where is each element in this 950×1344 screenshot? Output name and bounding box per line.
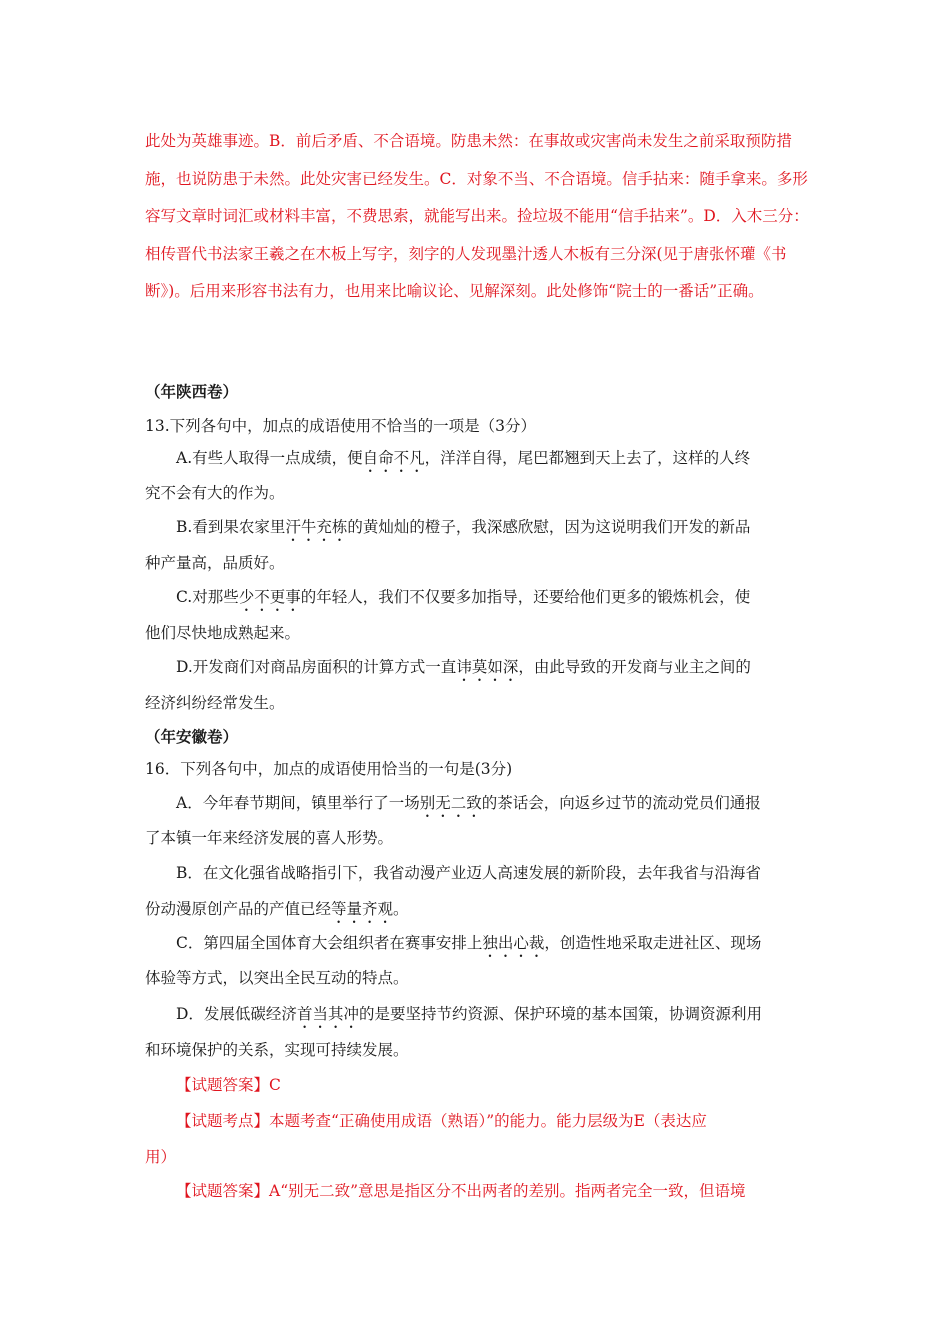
option-a-line-1 [176, 446, 810, 476]
option-d-line-1 [176, 655, 810, 685]
option-text: C.对那些 [176, 588, 239, 606]
dotted-idiom: 自命不凡 [362, 449, 425, 467]
option-text: 的年轻人，我们不仅要多加指导，还要给他们更多的锻炼机会，使 [300, 588, 751, 606]
option-c-line-2: 体验等方式，以突出全民互动的特点。 [145, 969, 409, 987]
dotted-idiom: 等量齐观 [331, 900, 394, 918]
option-text: ，由此导致的开发商与业主之间的 [518, 658, 751, 676]
question-16: 16．下列各句中，加点的成语使用恰当的一句是(3分) [145, 760, 513, 778]
option-c-line-1 [176, 931, 810, 961]
dotted-idiom: 别无二致 [419, 794, 482, 812]
option-a-line-2: 究不会有大的作为。 [145, 484, 285, 502]
option-d-line-2: 和环境保护的关系，实现可持续发展。 [145, 1041, 409, 1059]
section-heading-anhui: （年安徽卷） [145, 727, 239, 746]
option-b-line-2 [145, 897, 810, 927]
dotted-idiom: 讳莫如深 [456, 658, 519, 676]
option-d-line-1 [176, 1002, 810, 1032]
question-13: 13.下列各句中，加点的成语使用不恰当的一项是（3分） [145, 417, 537, 435]
option-d-line-2: 经济纠纷经常发生。 [145, 694, 285, 712]
dotted-idiom: 汗牛充栋 [285, 518, 348, 536]
option-text: 的黄灿灿的橙子，我深感欣慰，因为这说明我们开发的新品 [347, 518, 751, 536]
answer-line [176, 1073, 810, 1095]
option-text: 。 [393, 900, 409, 918]
exam-point-text: 本题考查“正确使用成语（熟语）”的能力。能力层级为E（表达应 [269, 1112, 707, 1130]
option-c-line-1 [176, 585, 810, 615]
analysis-text: A“别无二致”意思是指区分不出两者的差别。指两者完全一致，但语境 [269, 1182, 746, 1200]
answer-label: 【试题答案】 [176, 1076, 270, 1094]
exam-point-line-1 [176, 1109, 810, 1131]
option-text: D.开发商们对商品房面积的计算方式一直 [176, 658, 457, 676]
exam-point-line-2: 用） [145, 1148, 177, 1166]
option-c-line-2: 他们尽快地成熟起来。 [145, 624, 301, 642]
section-heading-shaanxi: （年陕西卷） [145, 382, 239, 401]
option-text: D．发展低碳经济 [176, 1005, 297, 1023]
option-text: B.看到果农家里 [176, 518, 286, 536]
exam-point-label: 【试题考点】 [176, 1112, 270, 1130]
option-a-line-2: 了本镇一年来经济发展的喜人形势。 [145, 829, 394, 847]
option-text: 份动漫原创产品的产值已经 [145, 900, 332, 918]
option-text: ，洋洋自得，尾巴都翘到天上去了，这样的人终 [424, 449, 751, 467]
analysis-label: 【试题答案】 [176, 1182, 270, 1200]
option-text: 的是要坚持节约资源、保护环境的基本国策，协调资源利用 [358, 1005, 762, 1023]
option-text: A．今年春节期间，镇里举行了一场 [176, 794, 420, 812]
answer-value: C [269, 1076, 281, 1094]
option-b-line-2: 种产量高，品质好。 [145, 554, 285, 572]
option-b-line-1 [176, 515, 810, 545]
explanation-paragraph: 此处为英雄事迹。B．前后矛盾、不合语境。防患未然：在事故或灾害尚未发生之前采取预防措施，也说防患于未然。此处灾害已经发生。C．对象不当、不合语境。信手拈来：随手拿来。多形容写文章时词汇或材料丰富，不费思索，就能写出来。捡垃圾不能用“信手拈来”。D．入木三分：相传晋代书法家王羲之在木板上写字，刻字的人发现墨汁透人木板有三分深(见于唐张怀瓘《书断》)。后用来形容书法有力，也用来比喻议论、见解深刻。此处修饰“院士的一番话”正确。 [145, 132, 809, 300]
dotted-idiom: 首当其冲 [296, 1005, 359, 1023]
option-text: 的茶话会，向返乡过节的流动党员们通报 [481, 794, 761, 812]
option-a-line-1 [176, 791, 810, 821]
dotted-idiom: 独出心裁 [482, 934, 545, 952]
dotted-idiom: 少不更事 [238, 588, 301, 606]
option-b-line-1: B．在文化强省战略指引下，我省动漫产业迈人高速发展的新阶段，去年我省与沿海省 [176, 864, 761, 882]
option-text: ，创造性地采取走进社区、现场 [544, 934, 762, 952]
option-text: A.有些人取得一点成绩，便 [176, 449, 363, 467]
analysis-line [176, 1179, 810, 1201]
option-text: C．第四届全国体育大会组织者在赛事安排上 [176, 934, 483, 952]
